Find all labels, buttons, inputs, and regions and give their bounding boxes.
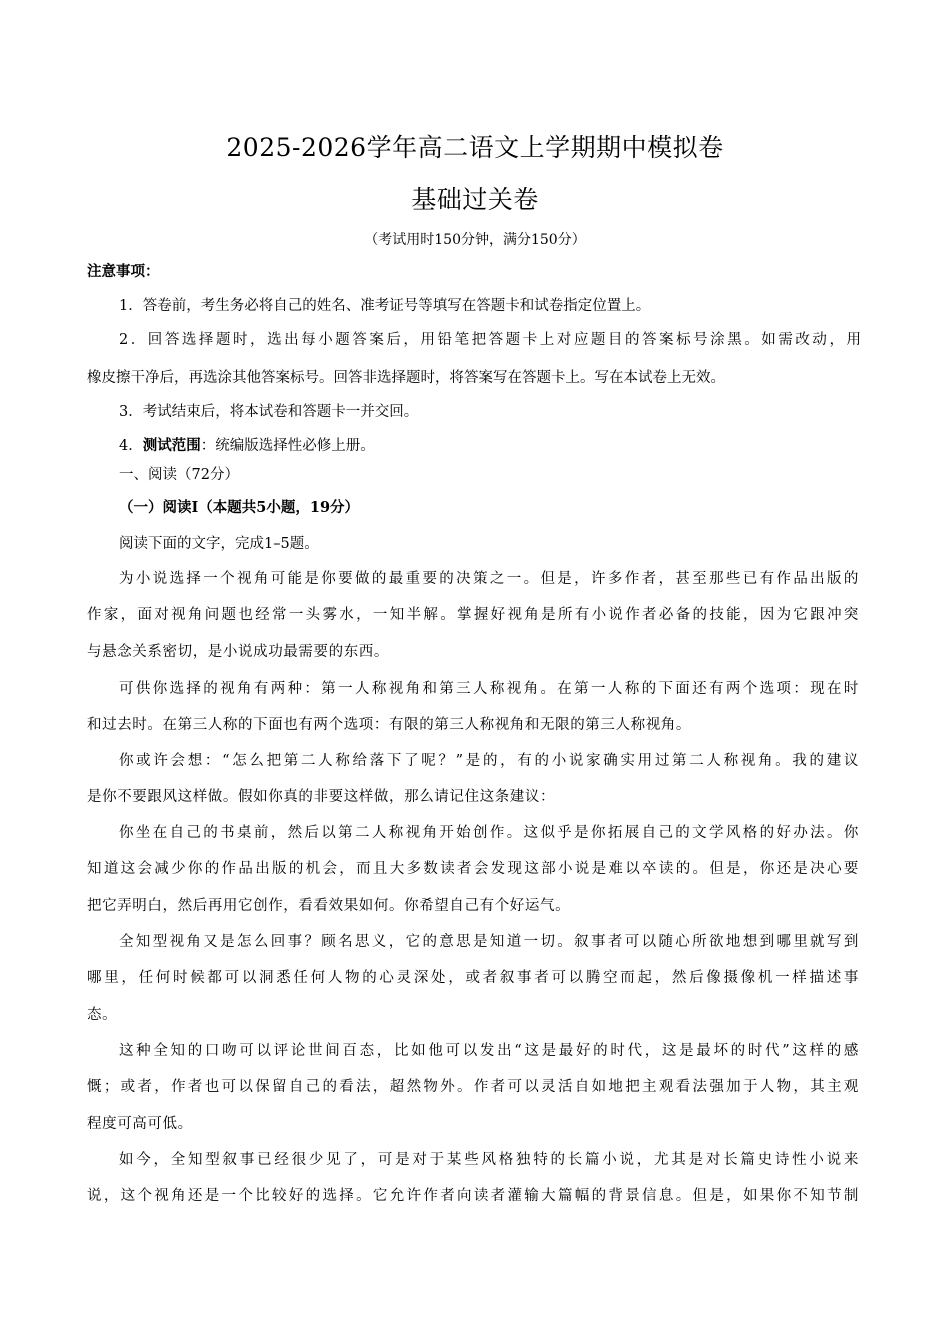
passage-line: 慨；或者，作者也可以保留自己的看法，超然物外。作者可以灵活自如地把主观看法强加于人物，其主观: [87, 1079, 859, 1095]
passage-line: 知道这会减少你的作品出版的机会，而且大多数读者会发现这部小说是难以卒读的。但是，你还是决心要: [87, 861, 859, 877]
passage-line: 如今，全知型叙事已经很少见了，可是对于某些风格独特的长篇小说，尤其是对长篇史诗性小说来: [119, 1152, 859, 1168]
exam-info: （考试用时150分钟，满分150分）: [364, 232, 586, 248]
passage-line: 作家，面对视角问题也经常一头雾水，一知半解。掌握好视角是所有小说作者必备的技能，因为它跟冲突: [87, 607, 859, 623]
notice-item-4-label: 测试范围: [142, 437, 201, 454]
notice-item-4: [119, 436, 375, 456]
page-title: 2025-2026学年高二语文上学期期中模拟卷: [226, 133, 724, 162]
passage-line: 全知型视角又是怎么回事？顾名思义，它的意思是知道一切。叙事者可以随心所欲地想到哪里就写到: [119, 934, 859, 950]
passage-line: 可供你选择的视角有两种：第一人称视角和第三人称视角。在第一人称的下面还有两个选项：现在时: [119, 681, 859, 697]
passage-line: 为小说选择一个视角可能是你要做的最重要的决策之一。但是，许多作者，甚至那些已有作品出版的: [119, 571, 859, 587]
passage-line: 和过去时。在第三人称的下面也有两个选项：有限的第三人称视角和无限的第三人称视角。: [87, 717, 691, 733]
notice-item-2-line-2: 橡皮擦干净后，再选涂其他答案标号。回答非选择题时，将答案写在答题卡上。写在本试卷上无效。: [87, 370, 725, 386]
passage-line: 与悬念关系密切，是小说成功最需要的东西。: [87, 644, 389, 660]
passage-line: 是你不要跟风这样做。假如你真的非要这样做，那么请记住这条建议：: [87, 789, 556, 805]
passage-line: 你或许会想：“怎么把第二人称给落下了呢？”是的，有的小说家确实用过第二人称视角。我的建议: [119, 753, 859, 769]
notice-heading: 注意事项：: [87, 263, 160, 280]
notice-item-3: 3．考试结束后，将本试卷和答题卡一并交回。: [119, 404, 419, 420]
passage-line: 你坐在自己的书桌前，然后以第二人称视角开始创作。这似乎是你拓展自己的文学风格的好办法。你: [119, 825, 859, 841]
passage-line: 程度可高可低。: [87, 1116, 193, 1132]
passage-line: 说，这个视角还是一个比较好的选择。它允许作者向读者灌输大篇幅的背景信息。但是，如果你不知节制: [87, 1188, 859, 1204]
passage-line: 态。: [87, 1007, 118, 1023]
passage-line: 把它弄明白，然后再用它创作，看看效果如何。你希望自己有个好运气。: [87, 898, 571, 914]
notice-item-2-line-1: 2．回答选择题时，选出每小题答案后，用铅笔把答题卡上对应题目的答案标号涂黑。如需改动，用: [119, 332, 861, 348]
notice-item-4-prefix: 4．: [119, 438, 143, 454]
subsection-heading: （一）阅读Ⅰ（本题共5小题，19分）: [119, 499, 360, 516]
notice-item-4-text: ：统编版选择性必修上册。: [200, 438, 375, 454]
passage-line: 哪里，任何时候都可以洞悉任何人物的心灵深处，或者叙事者可以腾空而起，然后像摄像机一样描述事: [87, 970, 859, 986]
passage-line: 这种全知的口吻可以评论世间百态，比如他可以发出“这是最好的时代，这是最坏的时代”这样的感: [119, 1043, 859, 1059]
page-subtitle-title: 基础过关卷: [411, 185, 539, 214]
section-heading: 一、阅读（72分）: [119, 467, 239, 483]
reading-instruction: 阅读下面的文字，完成1–5题。: [119, 536, 319, 552]
notice-item-1: 1．答卷前，考生务必将自己的姓名、准考证号等填写在答题卡和试卷指定位置上。: [119, 298, 651, 314]
